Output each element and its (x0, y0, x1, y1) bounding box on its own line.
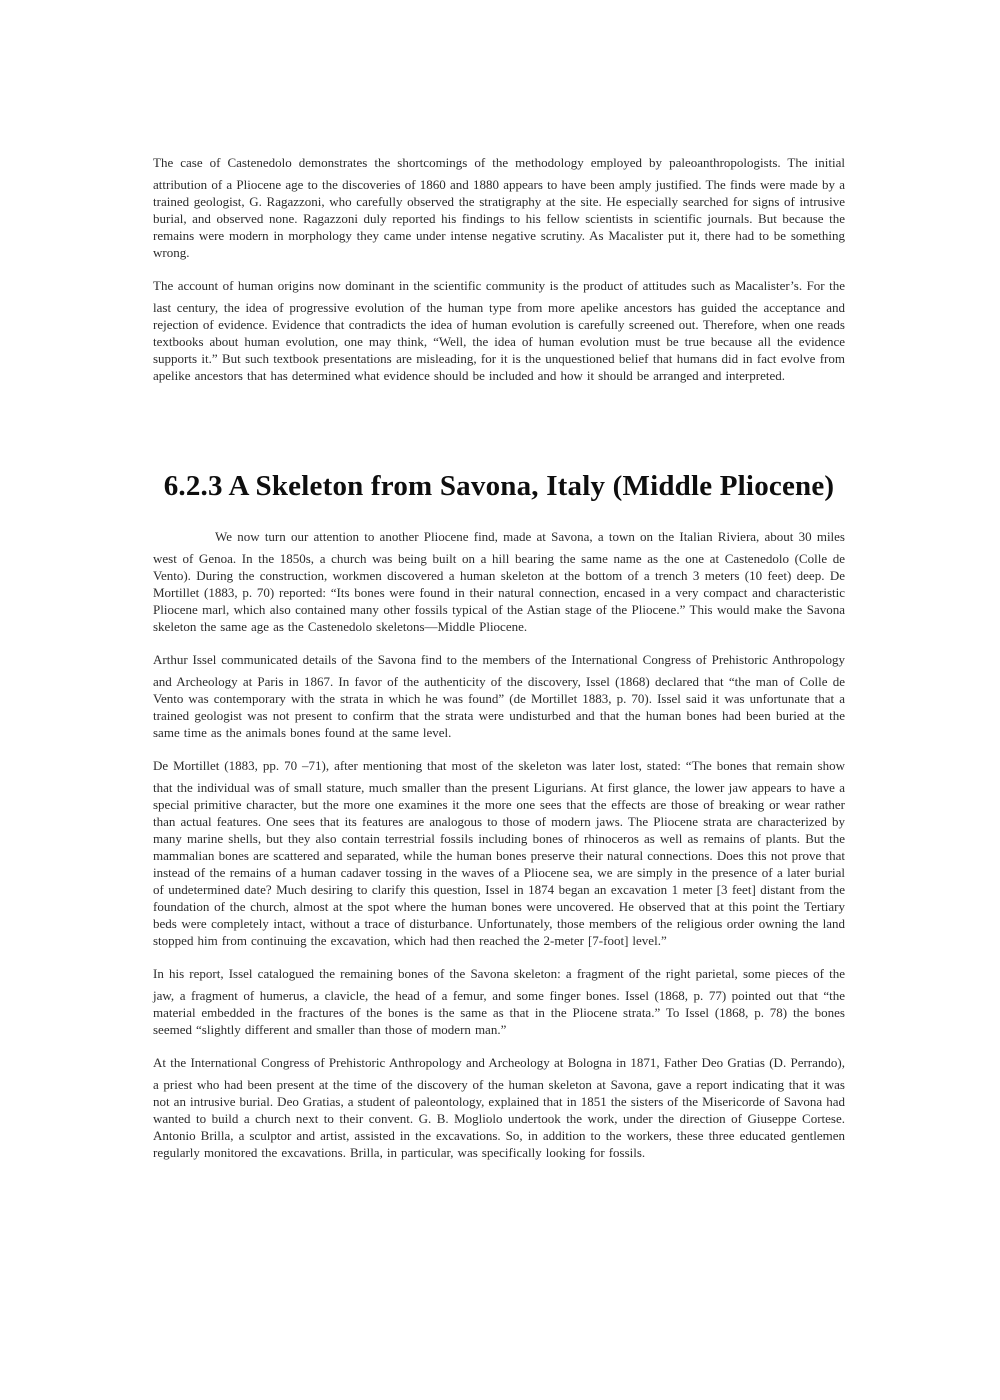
paragraph-de-mortillet-quote: De Mortillet (1883, pp. 70 –71), after mentioning that most of the skeleton was later lost, stated: “The bones that remain show that the individual was of small stature, much smaller than the present Ligurians. At first glance, the lower jaw appears to have a special primitive character, but the more one examines it the more one sees that the effects are those of breaking or wear rather than actual features. One sees that its features are analogous to those of modern jaws. The Pliocene strata are characterized by many marine shells, but they also contain terrestrial fossils including bones of rhinoceros as well as remains of plants. But the mammalian bones are scattered and separated, while the human bones preserve their natural connections. Does this not prove that instead of the remains of a human cadaver tossing in the waves of a Pliocene sea, we are simply in the presence of a later burial of undetermined date? Much desiring to clarify this question, Issel in 1874 began an excavation 1 meter [3 feet] distant from the foundation of the church, almost at the spot where the human bones were uncovered. He observed that at this point the Tertiary beds were completely intact, without a trace of disturbance. Unfortunately, those members of the religious order owning the land stopped him from continuing the excavation, which had then reached the 2-meter [7-foot] level.” (153, 758, 845, 948)
page-text-block (153, 150, 845, 1173)
paragraph-castenedolo-case: The case of Castenedolo demonstrates the shortcomings of the methodology employed by paleoanthropologists. The initial attribution of a Pliocene age to the discoveries of 1860 and 1880 appears to have been amply justified. The finds were made by a trained geologist, G. Ragazzoni, who carefully observed the stratigraphy at the site. He especially searched for signs of intrusive burial, and observed none. Ragazzoni duly reported his findings to his fellow scientists in scientific journals. But because the remains were modern in morphology they came under intense negative scrutiny. As Macalister put it, there had to be something wrong. (153, 155, 845, 260)
paragraph-issel-paris-congress: Arthur Issel communicated details of the Savona find to the members of the International Congress of Prehistoric Anthropology and Archeology at Paris in 1867. In favor of the authenticity of the discovery, Issel (1868) declared that “the man of Colle de Vento was contemporary with the strata in which he was found” (de Mortillet 1883, p. 70). Issel said it was unfortunate that a trained geologist was not present to confirm that the strata were undisturbed and that the human bones had been buried at the same time as the animals bones found at the same level. (153, 652, 845, 740)
section-heading: 6.2.3 A Skeleton from Savona, Italy (Middle Pliocene) (163, 470, 835, 502)
paragraph-issel-bone-catalog: In his report, Issel catalogued the remaining bones of the Savona skeleton: a fragment of the right parietal, some pieces of the jaw, a fragment of humerus, a clavicle, the head of a femur, and some finger bones. Issel (1868, p. 77) pointed out that “the material embedded in the fractures of the bones is the same as that in the Pliocene strata.” To Issel (1868, p. 78) the bones seemed “slightly different and smaller than those of modern man.” (153, 966, 845, 1037)
paragraph-savona-introduction: We now turn our attention to another Pliocene find, made at Savona, a town on the Italian Riviera, about 30 miles west of Genoa. In the 1850s, a church was being built on a hill bearing the same name as the one at Castenedolo (Colle de Vento). During the construction, workmen discovered a human skeleton at the bottom of a trench 3 meters (10 feet) deep. De Mortillet (1883, p. 70) reported: “Its bones were found in their natural connection, encased in a very compact and characteristic Pliocene marl, which also contained many other fossils typical of the Astian stage of the Pliocene.” This would make the Savona skeleton the same age as the Castenedolo skeletons—Middle Pliocene. (153, 529, 845, 634)
paragraph-bologna-congress: At the International Congress of Prehistoric Anthropology and Archeology at Bologna in 1871, Father Deo Gratias (D. Perrando), a priest who had been present at the time of the discovery of the human skeleton at Savona, gave a report indicating that it was not an intrusive burial. Deo Gratias, a student of paleontology, explained that in 1851 the sisters of the Misericorde of Savona had wanted to build a church next to their convent. G. B. Mogliolo undertook the work, under the direction of Giuseppe Cortese. Antonio Brilla, a sculptor and artist, assisted in the excavations. So, in addition to the workers, these three educated gentlemen regularly monitored the excavations. Brilla, in particular, was specifically looking for fossils. (153, 1055, 845, 1160)
paragraph-human-origins-account: The account of human origins now dominant in the scientific community is the product of attitudes such as Macalister’s. For the last century, the idea of progressive evolution of the human type from more apelike ancestors has guided the acceptance and rejection of evidence. Evidence that contradicts the idea of human evolution is carefully screened out. Therefore, when one reads textbooks about human evolution, one may think, “Well, the idea of human evolution must be true because all the evidence supports it.” But such textbook presentations are misleading, for it is the unquestioned belief that humans did in fact evolve from apelike ancestors that has determined what evidence should be included and how it should be arranged and interpreted. (153, 278, 845, 383)
